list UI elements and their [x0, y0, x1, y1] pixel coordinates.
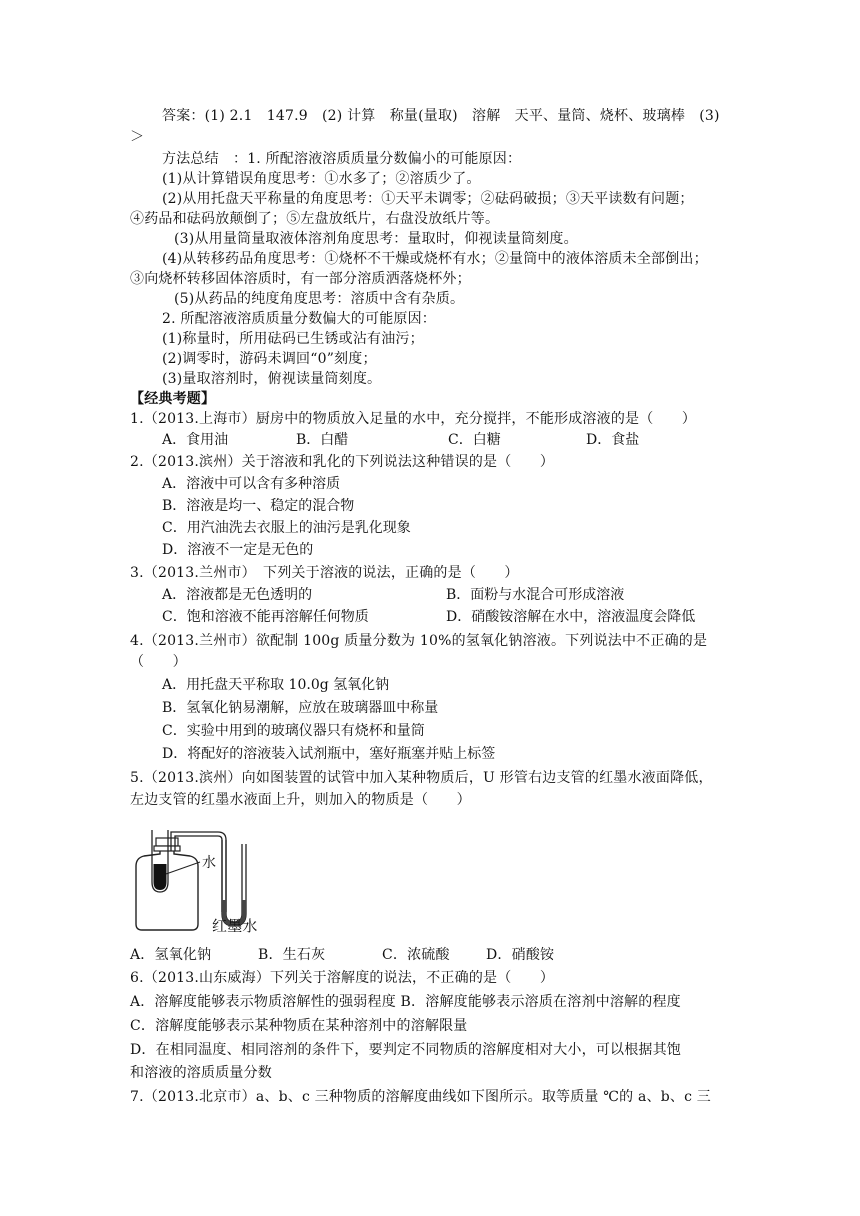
u-tube-apparatus-diagram [126, 820, 286, 938]
q4-stem: 4.（2013.兰州市）欲配制 100g 质量分数为 10%的氢氧化钠溶液。下列说法中不正确的是 [130, 633, 708, 649]
q2-option-c: C．用汽油洗去衣服上的油污是乳化现象 [162, 520, 411, 536]
q7-stem: 7.（2013.北京市）a、b、c 三种物质的溶解度曲线如下图所示。取等质量 ℃的 a、b、c 三 [130, 1089, 711, 1105]
q6-stem: 6.（2013.山东威海）下列关于溶解度的说法，不正确的是（ ） [130, 970, 555, 986]
q6-option-d-cont: 和溶液的溶质质量分数 [130, 1065, 272, 1081]
method-part2-line-1: (1)称量时，所用砝码已生锈或沾有油污； [162, 331, 424, 347]
apparatus-drawing [126, 820, 286, 938]
q3-option-c: C．饱和溶液不能再溶解任何物质 [162, 609, 369, 625]
q1-option-c: C．白糖 [448, 432, 501, 448]
label-water: 水 [202, 854, 216, 870]
q4-option-d: D．将配好的溶液装入试剂瓶中，塞好瓶塞并贴上标签 [162, 746, 496, 762]
answer-line: 答案：(1) 2.1 147.9 (2) 计算 称量(量取) 溶解 天平、量筒、烧杯、玻璃棒 (3) [162, 108, 720, 124]
q5-option-b: B．生石灰 [258, 947, 326, 963]
method-line-1: (1)从计算错误角度思考：①水多了；②溶质少了。 [162, 171, 481, 187]
method-part2-line-2: (2)调零时，游码未调回“0”刻度； [162, 351, 377, 367]
q4-option-c: C．实验中用到的玻璃仪器只有烧杯和量筒 [162, 723, 425, 739]
q5-stem: 5.（2013.滨州）向如图装置的试管中加入某种物质后，U 形管右边支管的红墨水液面降低， [130, 770, 713, 786]
method-line-4a: (4)从转移药品角度思考：①烧杯不干燥或烧杯有水；②量筒中的液体溶质未全部倒出； [162, 251, 708, 267]
q1-options [162, 430, 639, 450]
q2-stem: 2.（2013.滨州）关于溶液和乳化的下列说法这种错误的是（ ） [130, 454, 555, 470]
section-title: 【经典考题】 [130, 391, 216, 407]
q3-options-row1 [162, 585, 624, 605]
method-part2-title: 2. 所配溶液溶质质量分数偏大的可能原因： [162, 311, 437, 327]
q4-stem-cont: （ ） [130, 654, 187, 670]
q5-options [130, 945, 554, 965]
q2-option-b: B．溶液是均一、稳定的混合物 [162, 498, 355, 514]
q3-stem: 3.（2013.兰州市） 下列关于溶液的说法，正确的是（ ） [130, 565, 519, 581]
q5-option-d: D．硝酸铵 [486, 947, 555, 963]
q1-stem: 1.（2013.上海市）厨房中的物质放入足量的水中，充分搅拌，不能形成溶液的是（ ） [130, 411, 697, 427]
q1-option-d: D．食盐 [586, 432, 640, 448]
q2-option-a: A．溶液中可以含有多种溶质 [162, 476, 341, 492]
q2-option-d: D．溶液不一定是无色的 [162, 542, 314, 558]
q1-option-a: A．食用油 [162, 432, 229, 448]
q6-option-c: C．溶解度能够表示某种物质在某种溶剂中的溶解限量 [130, 1018, 468, 1034]
q3-option-b: B．面粉与水混合可形成溶液 [446, 587, 625, 603]
q5-option-c: C．浓硫酸 [382, 947, 450, 963]
method-line-5: (5)从药品的纯度角度思考：溶质中含有杂质。 [174, 291, 465, 307]
answer-line-cont: ＞ [130, 129, 145, 145]
q6-option-d: D．在相同温度、相同溶剂的条件下，要判定不同物质的溶解度相对大小，可以根据其饱 [130, 1042, 682, 1058]
label-red-ink: 红墨水 [212, 918, 258, 935]
method-line-2b: ④药品和砝码放颠倒了；⑤左盘放纸片，右盘没放纸片等。 [130, 211, 500, 227]
q5-stem-cont: 左边支管的红墨水液面上升，则加入的物质是（ ） [130, 792, 471, 808]
method-title: 方法总结 ：1. 所配溶液溶质质量分数偏小的可能原因： [162, 151, 522, 167]
q3-option-d: D．硝酸铵溶解在水中，溶液温度会降低 [446, 609, 696, 625]
method-part2-line-3: (3)量取溶剂时，俯视读量筒刻度。 [162, 371, 382, 387]
method-line-4b: ③向烧杯转移固体溶质时，有一部分溶质洒落烧杯外； [130, 271, 471, 287]
q3-option-a: A．溶液都是无色透明的 [162, 587, 313, 603]
q3-options-row2 [162, 607, 695, 627]
q5-option-a: A．氢氧化钠 [130, 947, 212, 963]
q1-option-b: B．白醋 [296, 432, 349, 448]
q6-option-ab: A．溶解度能够表示物质溶解性的强弱程度 B．溶解度能够表示溶质在溶剂中溶解的程度 [130, 994, 681, 1010]
q4-option-a: A．用托盘天平称取 10.0g 氢氧化钠 [162, 677, 390, 693]
method-line-3: (3)从用量筒量取液体溶剂角度思考：量取时，仰视读量筒刻度。 [174, 231, 578, 247]
q4-option-b: B．氢氧化钠易潮解，应放在玻璃器皿中称量 [162, 700, 439, 716]
method-line-2a: (2)从用托盘天平称量的角度思考：①天平未调零；②砝码破损；③天平读数有问题； [162, 191, 694, 207]
